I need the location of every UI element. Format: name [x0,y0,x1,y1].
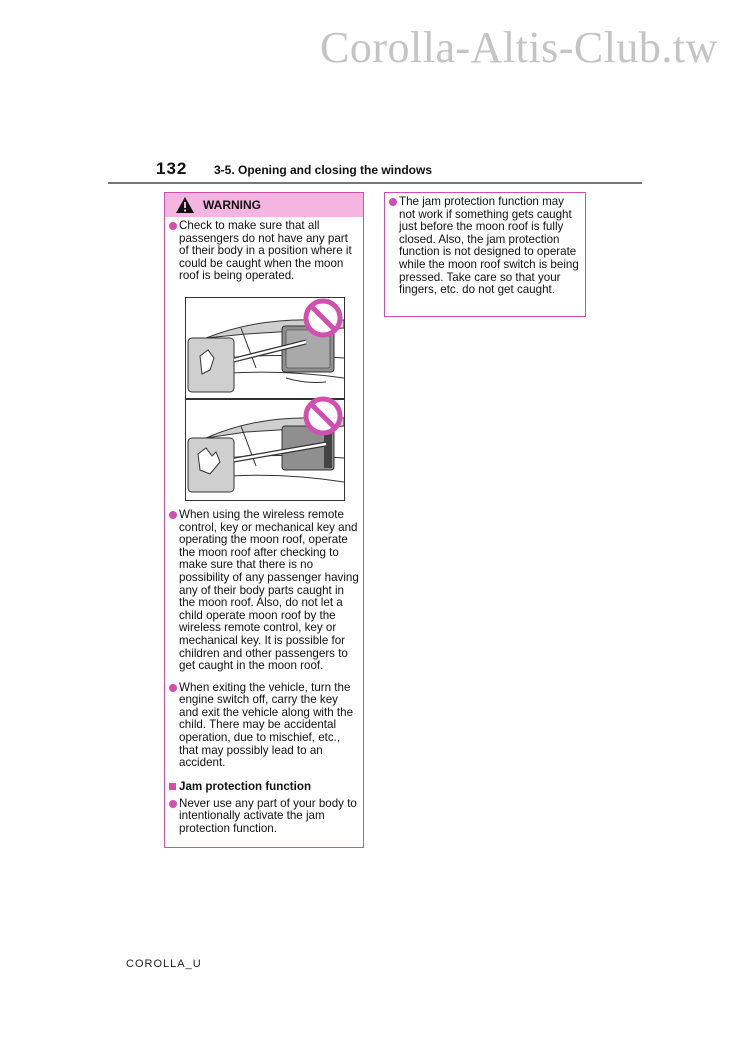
warning-title: WARNING [203,198,261,212]
header-rule [108,182,642,184]
jam-protection-heading [165,780,363,793]
moon-roof-caution-illustration [186,298,345,501]
jam-protection-heading-text: Jam protection function [179,779,312,793]
warning-bullet-text: Never use any part of your body to intentionally activate the jam protection function. [179,796,357,836]
watermark: Corolla-Altis-Club.tw [320,23,718,72]
bullet-dot-icon [169,684,177,692]
bullet-dot-icon [169,222,177,230]
warning-header [165,193,363,217]
page-number: 132 [156,159,188,178]
warning-box [164,192,364,848]
moon-roof-illustration [185,297,345,501]
bullet-dot-icon [389,198,397,206]
warning-bullet [165,220,359,283]
warning-bullet [165,798,359,836]
footer-label: COROLLA_U [126,958,202,970]
note-bullet-text: The jam protection function may not work if something gets caught just before the moon roof is fully closed. Also, the jam protection function is not designed to operate while the moon roof switch is being pressed. Take care so that your fingers, etc. do not get caught. [399,195,579,297]
warning-bullet [165,682,359,770]
warning-triangle-icon [175,196,195,214]
warning-bullet-text: When exiting the vehicle, turn the engine switch off, carry the key and exit the vehicle along with the child. There may be accidental operation, due to mischief, etc., that may possibly lead to an accident. [179,680,354,770]
warning-bullet [165,509,359,673]
page-header [108,158,642,184]
bullet-dot-icon [169,511,177,519]
jam-protection-note-box [384,192,586,317]
note-bullet [385,196,581,297]
warning-bullet-text: When using the wireless remote control, key or mechanical key and operating the moon roof, operate the moon roof after checking to make sure that there is no possibility of any passenger having any of their body parts caught in the moon roof. Also, do not let a child operate moon roof by the wireless remote control, key or mechanical key. It is possible for children and other passengers to get caught in the moon roof. [179,507,359,673]
warning-bullet-text: Check to make sure that all passengers do not have any part of their body in a position where it could be caught when the moon roof is being operated. [179,219,352,283]
section-title: 3-5. Opening and closing the windows [214,163,433,177]
bullet-dot-icon [169,800,177,808]
square-bullet-icon [169,783,176,790]
